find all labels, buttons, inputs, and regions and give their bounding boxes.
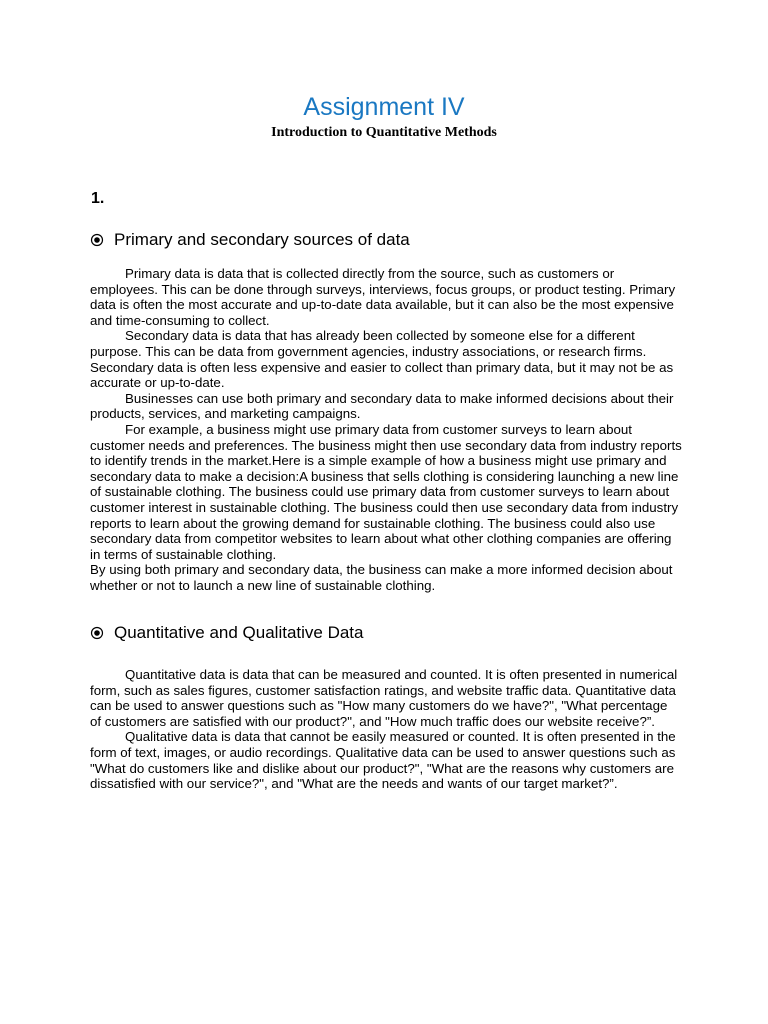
paragraph: For example, a business might use primary data from customer surveys to learn about customer needs and preferences. The business might then use secondary data from industry reports to identify trends in the market.Here is a simple example of how a business might use primary and secondary data to make a decision:A business that sells clothing is considering launching a new line of sustainable clothing. The business could use primary data from customer surveys to learn about customer interest in sustainable clothing. The business could then use secondary data from industry reports to learn about the growing demand for sustainable clothing. The business could also use secondary data from competitor websites to learn about what other clothing companies are offering in terms of sustainable clothing. (90, 421, 682, 562)
paragraph: By using both primary and secondary data, the business can make a more informed decision about whether or not to launch a new line of sustainable clothing. (90, 562, 673, 593)
section-heading-primary-secondary (90, 229, 410, 251)
paragraph: Quantitative data is data that can be measured and counted. It is often presented in numerical form, such as sales figures, customer satisfaction ratings, and website traffic data. Quantitative data can be used to answer questions such as "How many customers do we have?", "What percentage of customers are satisfied with our product?", and "How much traffic does our website receive?”. (90, 667, 678, 729)
radio-bullet-icon (90, 233, 104, 247)
document-subtitle: Introduction to Quantitative Methods (271, 125, 497, 140)
section-heading-quantitative-qualitative (90, 622, 363, 644)
section-heading-text: Primary and secondary sources of data (114, 230, 410, 249)
document-title: Assignment IV (303, 93, 465, 121)
question-number: 1. (91, 190, 105, 207)
paragraph: Businesses can use both primary and secondary data to make informed decisions about their products, services, and marketing campaigns. (90, 390, 674, 422)
radio-bullet-icon (90, 626, 104, 640)
section-heading-text: Quantitative and Qualitative Data (114, 623, 364, 642)
section-body-quantitative-qualitative (90, 667, 682, 792)
paragraph: Qualitative data is data that cannot be easily measured or counted. It is often presented in the form of text, images, or audio recordings. Qualitative data can be used to answer questions such as "What do customers like and dislike about our product?", "What are the reasons why customers are dissatisfied with our service?", and "What are the needs and wants of our target market?”. (90, 729, 676, 792)
section-body-primary-secondary (90, 266, 682, 593)
paragraph: Secondary data is data that has already been collected by someone else for a different purpose. This can be data from government agencies, industry associations, or research firms. Secondary data is often less expensive and easier to collect than primary data, but it may not be as accurate or up-to-date. (90, 328, 674, 391)
paragraph: Primary data is data that is collected directly from the source, such as customers or employees. This can be done through surveys, interviews, focus groups, or product testing. Primary data is often the most accurate and up-to-date data available, but it can also be the most expensive and time-consuming to collect. (90, 266, 676, 328)
